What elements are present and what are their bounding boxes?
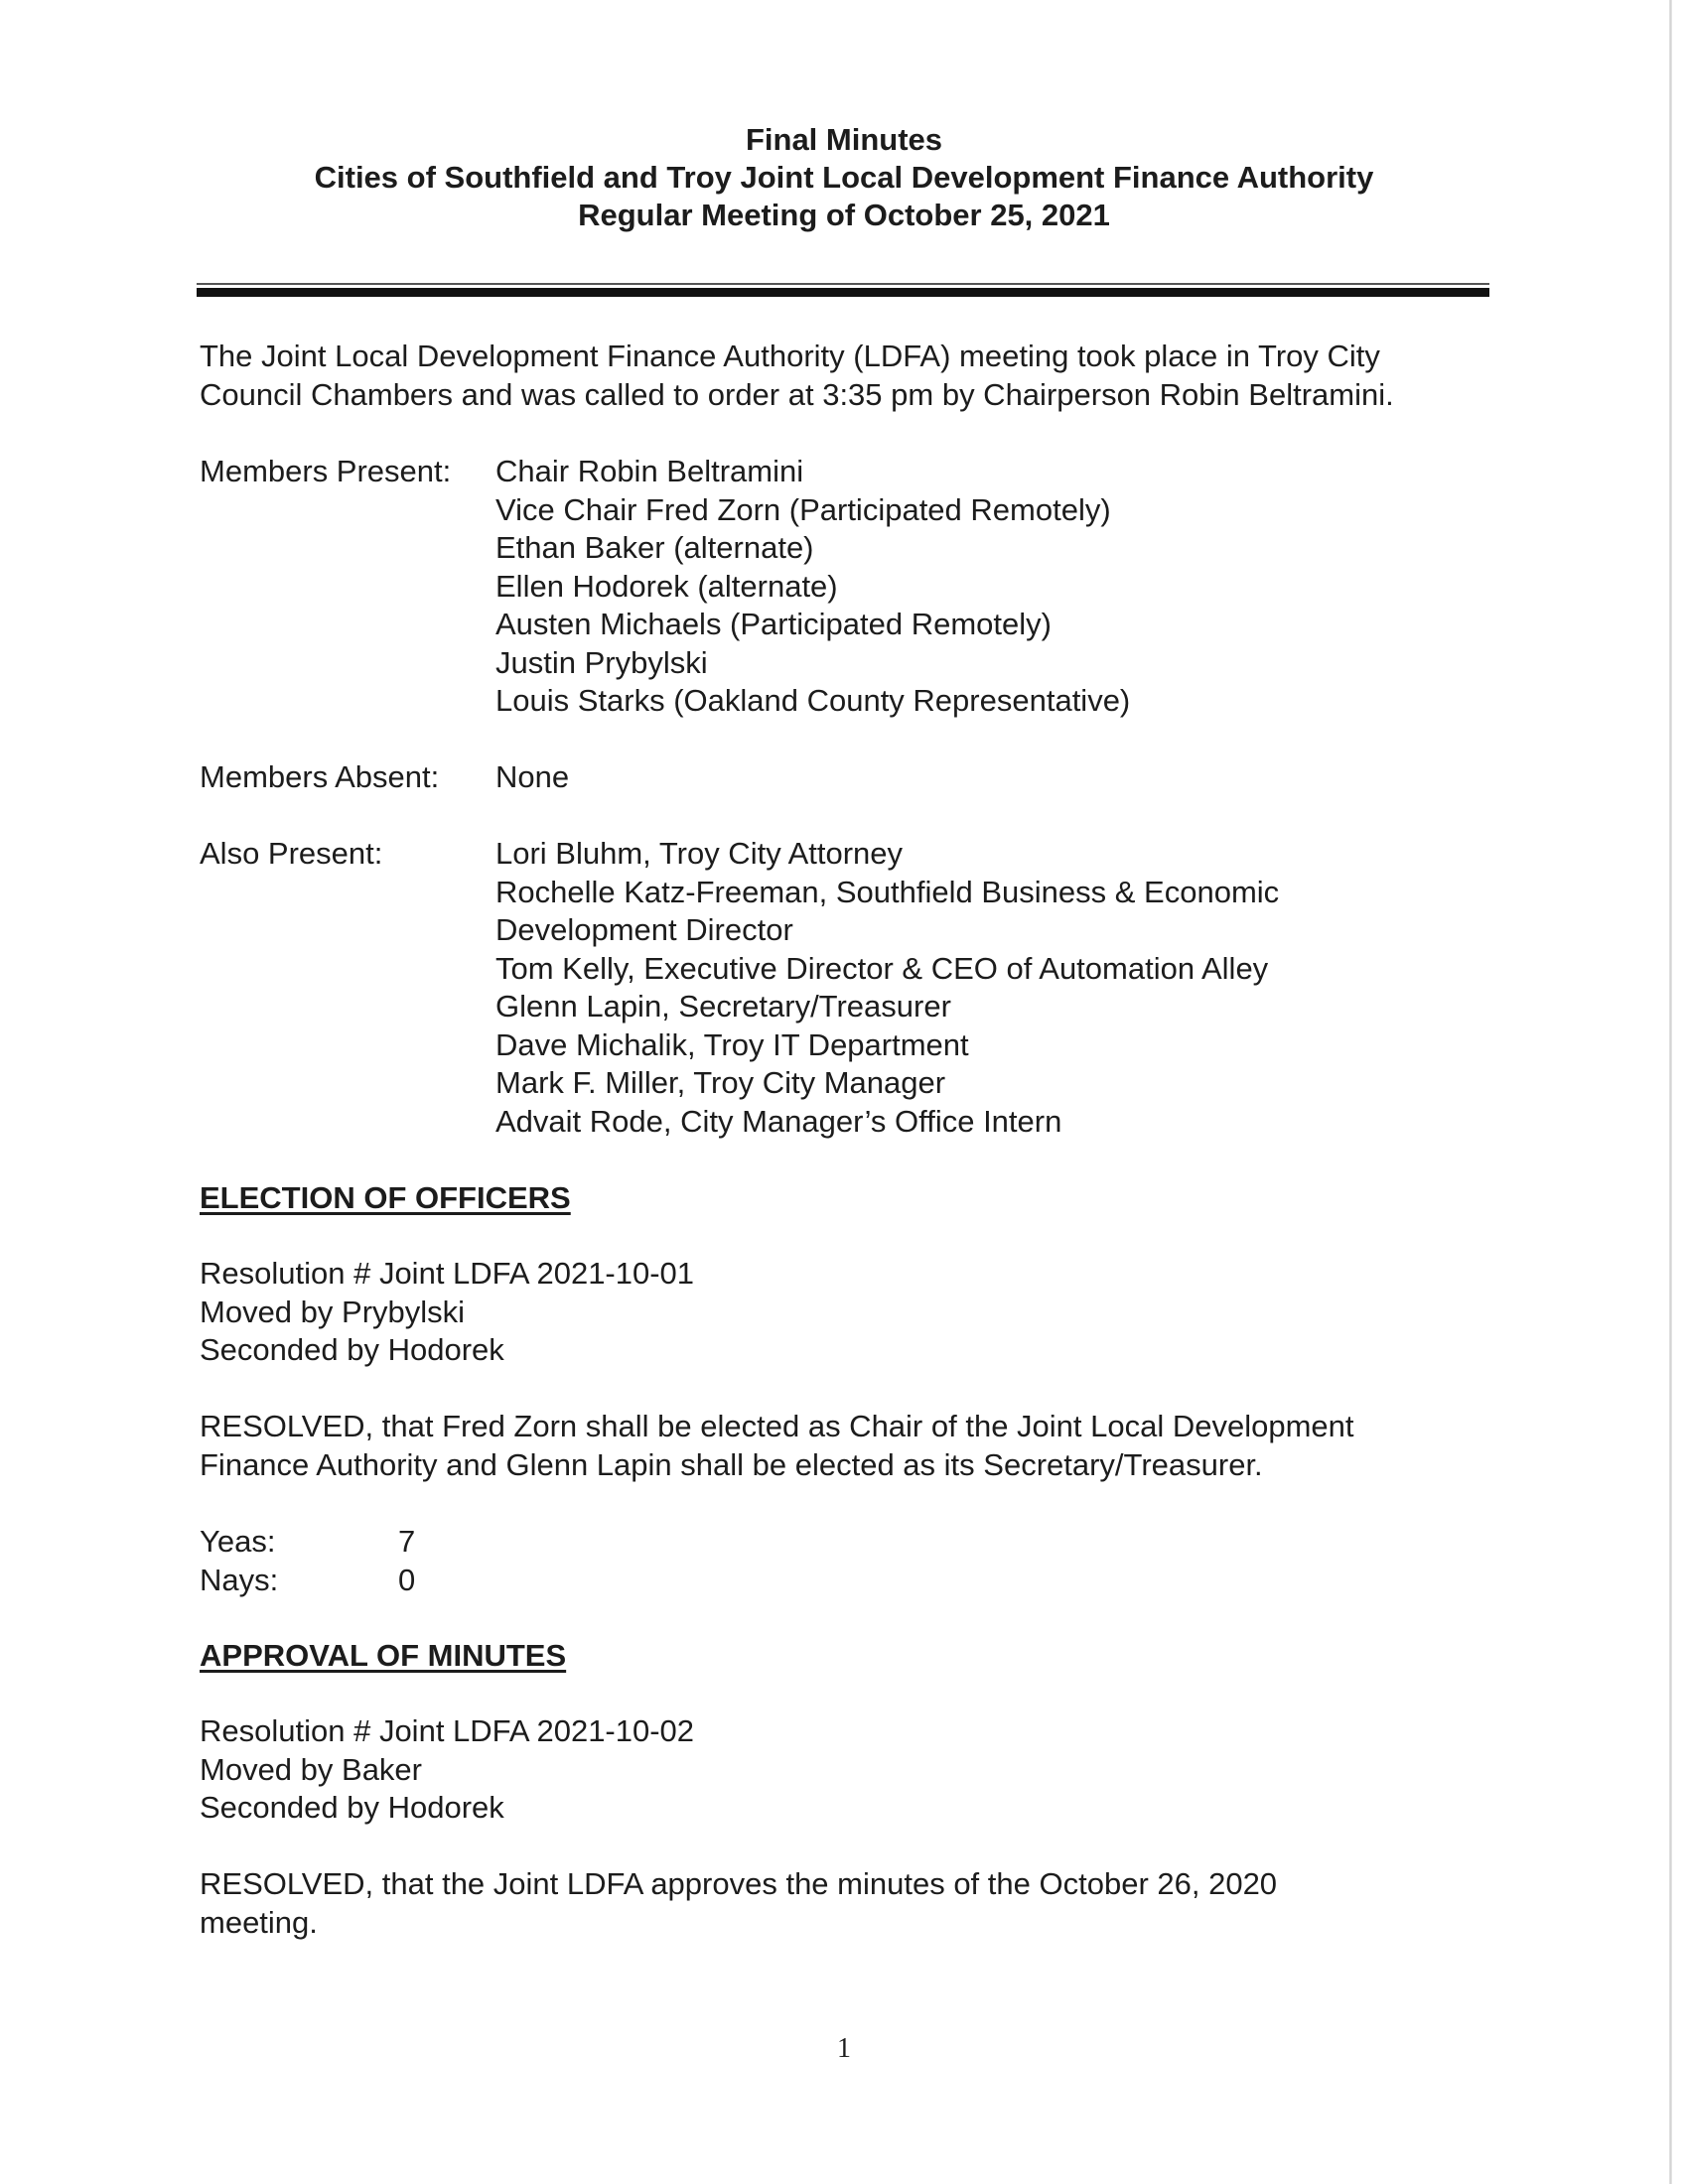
header-rule-thin (197, 283, 1489, 285)
members-present-label: Members Present: (200, 454, 452, 488)
header-meeting-date: Regular Meeting of October 25, 2021 (578, 198, 1110, 232)
yeas-label: Yeas: (200, 1524, 276, 1559)
member-name: Ellen Hodorek (alternate) (495, 568, 838, 604)
page-number: 1 (837, 2033, 851, 2064)
member-name: Ethan Baker (alternate) (495, 530, 814, 565)
resolved-line-2: meeting. (200, 1904, 318, 1940)
attendee-name: Advait Rode, City Manager’s Office Intern (495, 1103, 1062, 1139)
attendee-name: Tom Kelly, Executive Director & CEO of Automation Alley (495, 950, 1269, 986)
election-resolution-block (200, 1255, 694, 1370)
member-name: Austen Michaels (Participated Remotely) (495, 607, 1052, 641)
nays-value: 0 (398, 1562, 416, 1597)
approval-heading: APPROVAL OF MINUTES (200, 1638, 567, 1673)
member-name: Chair Robin Beltramini (495, 454, 804, 488)
moved-by: Moved by Baker (200, 1751, 422, 1787)
members-present-list (495, 453, 1130, 721)
member-name: Vice Chair Fred Zorn (Participated Remotely) (495, 491, 1111, 527)
intro-line-2: Council Chambers and was called to order at 3:35 pm by Chairperson Robin Beltramini. (200, 376, 1394, 412)
also-present-label: Also Present: (200, 836, 383, 871)
yeas-value: 7 (398, 1524, 416, 1559)
election-heading: ELECTION OF OFFICERS (200, 1180, 571, 1215)
member-name: Louis Starks (Oakland County Representative) (495, 683, 1131, 718)
resolution-number: Resolution # Joint LDFA 2021-10-02 (200, 1713, 695, 1748)
seconded-by: Seconded by Hodorek (200, 1332, 504, 1367)
election-resolved-text (200, 1408, 1354, 1484)
resolved-line-1: RESOLVED, that the Joint LDFA approves the minutes of the October 26, 2020 (200, 1866, 1278, 1901)
attendee-name: Development Director (495, 912, 793, 947)
attendee-name: Lori Bluhm, Troy City Attorney (495, 836, 904, 871)
document-header (0, 121, 1688, 234)
members-absent-value: None (495, 759, 570, 794)
resolved-line-2: Finance Authority and Glenn Lapin shall be elected as its Secretary/Treasurer. (200, 1446, 1263, 1482)
intro-line-1: The Joint Local Development Finance Authority (LDFA) meeting took place in Troy City (200, 339, 1380, 373)
attendee-name: Mark F. Miller, Troy City Manager (495, 1065, 946, 1100)
attendee-name: Glenn Lapin, Secretary/Treasurer (495, 989, 951, 1024)
member-name: Justin Prybylski (495, 644, 708, 680)
intro-paragraph (200, 338, 1394, 414)
members-absent-label: Members Absent: (200, 759, 440, 794)
nays-label: Nays: (200, 1562, 279, 1597)
moved-by: Moved by Prybylski (200, 1294, 466, 1329)
attendee-name: Rochelle Katz-Freeman, Southfield Business & Economic (495, 874, 1280, 909)
approval-resolution-block (200, 1712, 694, 1828)
header-rule (197, 288, 1489, 297)
approval-resolved-text (200, 1865, 1277, 1942)
header-organization: Cities of Southfield and Troy Joint Local Development Finance Authority (314, 160, 1374, 195)
resolution-number: Resolution # Joint LDFA 2021-10-01 (200, 1256, 695, 1291)
seconded-by: Seconded by Hodorek (200, 1790, 504, 1825)
attendee-name: Dave Michalik, Troy IT Department (495, 1026, 969, 1062)
election-vote-tally (200, 1523, 597, 1602)
scan-edge-shadow (1669, 0, 1672, 2184)
header-title: Final Minutes (745, 122, 943, 157)
resolved-line-1: RESOLVED, that Fred Zorn shall be elected as Chair of the Joint Local Development (200, 1409, 1354, 1443)
also-present-list (495, 835, 1279, 1141)
